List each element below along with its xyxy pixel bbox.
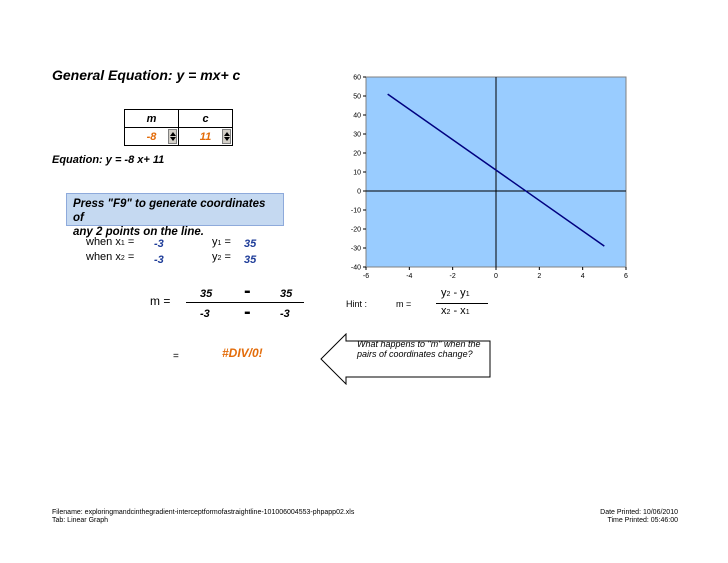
callout-line-2: pairs of coordinates change? bbox=[357, 349, 473, 359]
y1-value: 35 bbox=[244, 238, 257, 250]
y2-label: y2 = bbox=[212, 251, 231, 263]
x-tick-label: 6 bbox=[624, 273, 628, 280]
c-header: c bbox=[179, 110, 233, 128]
x-tick-label: -4 bbox=[406, 273, 413, 280]
y-tick-label: 20 bbox=[353, 150, 361, 158]
m-equals-label: m = bbox=[150, 294, 171, 308]
footer-date: Date Printed: 10/06/2010 bbox=[600, 509, 678, 516]
x2-label: when x2 = bbox=[86, 251, 135, 263]
hint-fraction-line bbox=[436, 303, 488, 304]
c-spinner[interactable] bbox=[222, 129, 231, 144]
spinner-up-icon[interactable] bbox=[170, 132, 176, 136]
spinner-down-icon[interactable] bbox=[224, 137, 230, 141]
m-header: m bbox=[125, 110, 179, 128]
spinner-up-icon[interactable] bbox=[224, 132, 230, 136]
m-spinner[interactable] bbox=[168, 129, 177, 144]
y1-label: y1 = bbox=[212, 236, 231, 248]
x2-value: -3 bbox=[154, 254, 164, 266]
callout-line-1: What happens to "m" when the bbox=[357, 339, 481, 349]
y-tick-label: -10 bbox=[350, 207, 361, 215]
x-tick-label: -2 bbox=[449, 273, 456, 280]
y-tick-label: -20 bbox=[350, 226, 361, 234]
y-tick-label: 60 bbox=[353, 74, 361, 82]
denominator-minus: - bbox=[244, 301, 251, 323]
press-line-2: any 2 points on the line. bbox=[73, 226, 204, 238]
x-tick-label: 4 bbox=[580, 273, 585, 280]
c-value-cell bbox=[179, 128, 233, 146]
footer-time: Time Printed: 05:46:00 bbox=[607, 517, 678, 524]
numerator-left: 35 bbox=[200, 288, 213, 300]
press-line-1: Press "F9" to generate coordinates of bbox=[73, 198, 266, 224]
hint-denominator: x2 - x1 bbox=[441, 305, 470, 317]
page-title: General Equation: y = mx+ c bbox=[52, 67, 241, 83]
hint-m-label: m = bbox=[396, 299, 412, 309]
denominator-right: -3 bbox=[280, 308, 290, 320]
press-f9-box bbox=[66, 193, 284, 238]
spinner-down-icon[interactable] bbox=[170, 137, 176, 141]
hint-numerator: y2 - y1 bbox=[441, 287, 470, 299]
y-tick-label: 30 bbox=[353, 131, 361, 139]
x-tick-label: -6 bbox=[362, 273, 370, 280]
x1-value: -3 bbox=[154, 238, 164, 250]
y2-value: 35 bbox=[244, 254, 257, 266]
m-value: -8 bbox=[146, 130, 157, 143]
footer-tab: Tab: Linear Graph bbox=[52, 517, 109, 524]
x-tick-label: 2 bbox=[537, 273, 542, 280]
y-tick-label: 0 bbox=[357, 188, 361, 196]
y-tick-label: 50 bbox=[353, 93, 361, 101]
callout-text bbox=[357, 339, 480, 359]
equation-text: Equation: y = -8 x+ 11 bbox=[52, 154, 165, 166]
parameter-table bbox=[124, 109, 233, 146]
y-tick-label: -40 bbox=[350, 264, 361, 272]
x1-label: when x1 = bbox=[86, 236, 135, 248]
m-value-cell bbox=[125, 128, 179, 146]
denominator-left: -3 bbox=[200, 308, 210, 320]
hint-label: Hint : bbox=[346, 299, 368, 309]
footer-filename: Filename: exploringmandcinthegradient-interceptformofastraightline-101006004553-phpapp02.xls bbox=[52, 509, 355, 516]
y-tick-label: 40 bbox=[353, 112, 361, 120]
result-value: #DIV/0! bbox=[222, 346, 263, 360]
result-equals: = bbox=[173, 351, 179, 362]
y-tick-label: 10 bbox=[353, 169, 361, 177]
numerator-right: 35 bbox=[280, 288, 293, 300]
y-tick-label: -30 bbox=[350, 245, 361, 253]
x-tick-label: 0 bbox=[494, 273, 498, 280]
numerator-minus: - bbox=[244, 280, 251, 302]
c-value: 11 bbox=[199, 130, 212, 143]
linear-graph bbox=[330, 70, 640, 290]
